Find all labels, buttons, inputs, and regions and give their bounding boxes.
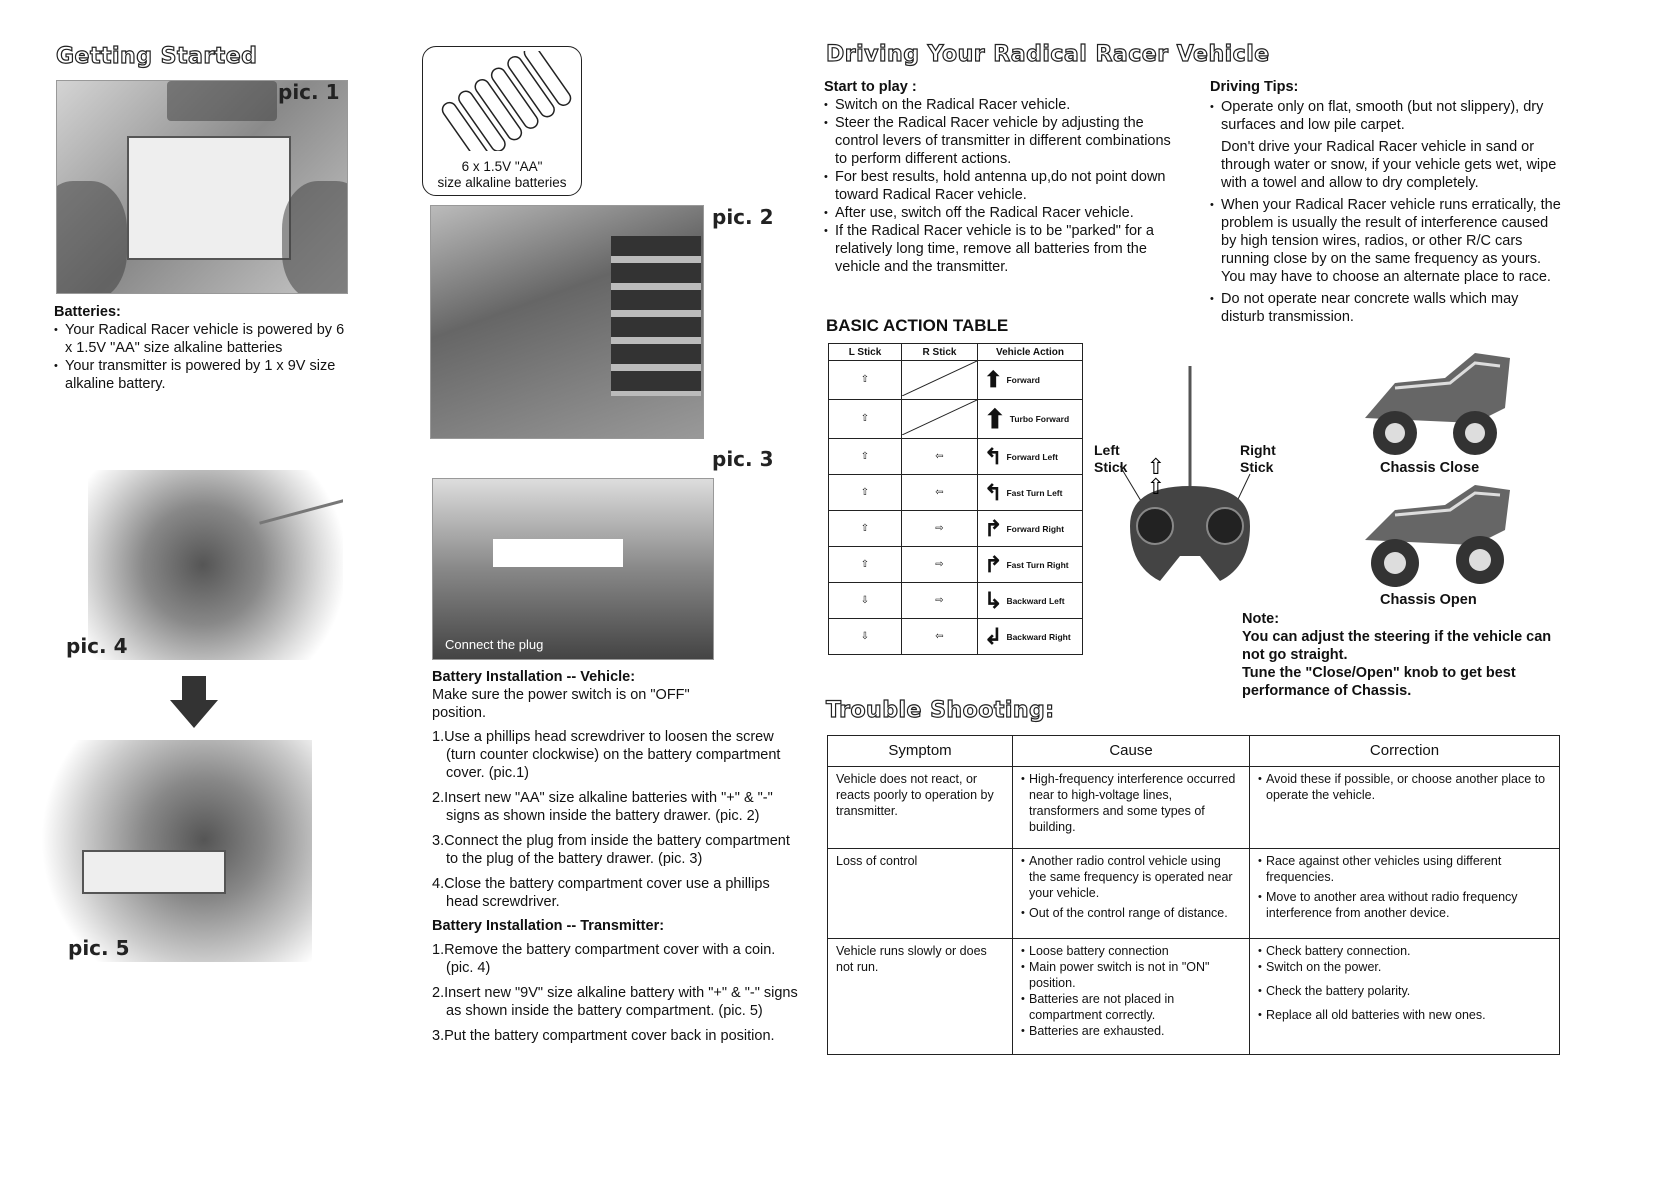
left-stick-label: Left Stick: [1094, 442, 1128, 475]
lstick-down-arrow-icon: ⇩: [829, 583, 902, 619]
action-header-rstick: R Stick: [902, 344, 978, 361]
lstick-up-arrow-icon: ⇧: [829, 439, 902, 475]
symptom-cell: Vehicle runs slowly or does not run.: [828, 939, 1013, 1055]
svg-text:⇧: ⇧: [1146, 455, 1166, 480]
install-transmitter-step: 3.Put the battery compartment cover back in position.: [432, 1028, 775, 1044]
pic2-label: pic. 2: [712, 205, 774, 229]
pic3-caption: Connect the plug: [445, 637, 544, 652]
batteries-title: Batteries:: [54, 304, 121, 320]
install-vehicle-intro: Make sure the power switch is on "OFF" position.: [432, 687, 690, 721]
install-vehicle-step: 3.Connect the plug from inside the battery compartment to the plug of the battery drawer. (pic. 3): [432, 833, 790, 867]
pic5-label: pic. 5: [68, 936, 130, 960]
action-row: [829, 361, 1083, 400]
batteries-section: [54, 303, 354, 393]
vehicle-action-label: Fast Turn Right: [1006, 559, 1069, 570]
rstick-right-arrow-icon: ⇨: [902, 547, 978, 583]
lstick-up-arrow-icon: ⇧: [829, 475, 902, 511]
chassis-open-car-icon: [1355, 475, 1520, 595]
action-header-vehicle: Vehicle Action: [978, 344, 1083, 361]
trouble-shooting-table: [827, 735, 1560, 1055]
vehicle-action-label: Forward Left: [1006, 451, 1058, 462]
action-row: [829, 511, 1083, 547]
note-section: [1242, 610, 1552, 700]
install-vehicle-step: 2.Insert new "AA" size alkaline batteries with "+" & "-" signs as shown inside the battery drawer. (pic. 2): [432, 790, 773, 824]
batteries-item: • Your Radical Racer vehicle is powered by 6 x 1.5V "AA" size alkaline batteries: [54, 321, 354, 357]
tips-item: • Do not operate near concrete walls which may disturb transmission.: [1210, 290, 1565, 326]
basic-action-table: [828, 343, 1083, 655]
pic3-photo: [432, 478, 714, 660]
svg-text:⇧: ⇧: [1146, 475, 1166, 500]
action-row: [829, 547, 1083, 583]
action-row: [829, 400, 1083, 439]
driving-heading: Driving Your Radical Racer Vehicle: [826, 42, 1270, 67]
turn-left-icon: ↰: [984, 443, 1003, 469]
tips-item: • Operate only on flat, smooth (but not slippery), dry surfaces and low pile carpet. Don't drive your Radical Racer vehicle in sand or through water or snow, if your vehicle gets wet, wipe with a towel and allow to dry completely.: [1210, 98, 1565, 192]
start-to-play-section: [824, 78, 1184, 276]
vehicle-action-label: Forward: [1006, 375, 1040, 385]
install-vehicle-section: [432, 668, 802, 1052]
trouble-header-correction: Correction: [1250, 736, 1560, 767]
start-item: • If the Radical Racer vehicle is to be "parked" for a relatively long time, remove all batteries from the vehicle and the transmitter.: [824, 222, 1184, 276]
trouble-row: [828, 939, 1560, 1055]
start-item: • Steer the Radical Racer vehicle by adjusting the control levers of transmitter in different combinations to perform different actions.: [824, 114, 1184, 168]
callout-line1: 6 x 1.5V "AA": [461, 159, 543, 174]
start-item: • Switch on the Radical Racer vehicle.: [824, 96, 1184, 114]
right-stick-label: Right Stick: [1240, 442, 1276, 475]
turn-right-icon: ↱: [984, 515, 1003, 541]
pic5-photo: [42, 740, 312, 962]
battery-callout: [422, 46, 582, 196]
batteries-item: • Your transmitter is powered by 1 x 9V size alkaline battery.: [54, 357, 354, 393]
action-row: [829, 475, 1083, 511]
rstick-left-arrow-icon: ⇦: [902, 619, 978, 655]
symptom-cell: Loss of control: [828, 849, 1013, 939]
cause-cell: • Another radio control vehicle using the same frequency is operated near your vehicle. • Out of the control range of distance.: [1013, 849, 1250, 939]
rstick-right-arrow-icon: ⇨: [902, 583, 978, 619]
forward-arrow-icon: ⬆: [984, 367, 1003, 392]
action-row: [829, 439, 1083, 475]
install-vehicle-step: 1.Use a phillips head screwdriver to loosen the screw (turn counter clockwise) on the battery compartment cover. (pic.1): [432, 729, 781, 781]
lstick-up-arrow-icon: ⇧: [829, 511, 902, 547]
chassis-close-label: Chassis Close: [1380, 460, 1480, 476]
vehicle-action-label: Forward Right: [1006, 523, 1065, 534]
install-transmitter-step: 1.Remove the battery compartment cover with a coin. (pic. 4): [432, 942, 776, 976]
action-header-lstick: L Stick: [829, 344, 902, 361]
trouble-header-cause: Cause: [1013, 736, 1250, 767]
correction-cell: • Avoid these if possible, or choose another place to operate the vehicle.: [1250, 767, 1560, 849]
note-line: You can adjust the steering if the vehicle can not go straight.: [1242, 629, 1552, 663]
pic4-label: pic. 4: [66, 634, 128, 658]
getting-started-heading: Getting Started: [56, 44, 258, 69]
lstick-up-arrow-icon: ⇧: [829, 547, 902, 583]
transmitter-icon: [1110, 366, 1270, 596]
trouble-row: [828, 849, 1560, 939]
vehicle-action-label: Backward Left: [1006, 595, 1065, 606]
fast-turn-left-icon: ↰: [984, 479, 1003, 505]
pic3-label: pic. 3: [712, 447, 774, 471]
rstick-left-arrow-icon: ⇦: [902, 439, 978, 475]
tips-title: Driving Tips:: [1210, 79, 1299, 95]
backward-left-icon: ↳: [984, 587, 1003, 613]
aa-batteries-icon: [427, 51, 577, 151]
down-arrow-icon: [170, 676, 218, 728]
lstick-up-arrow-icon: ⇧: [829, 400, 902, 439]
install-vehicle-step: 4.Close the battery compartment cover use a phillips head screwdriver.: [432, 876, 770, 910]
correction-cell: • Race against other vehicles using different frequencies. • Move to another area without radio frequency interference from another device.: [1250, 849, 1560, 939]
action-table-title: BASIC ACTION TABLE: [826, 316, 1009, 335]
start-title: Start to play :: [824, 79, 917, 95]
turbo-forward-arrow-icon: ⬆: [984, 403, 1006, 434]
rstick-empty: [902, 400, 978, 439]
trouble-row: [828, 767, 1560, 849]
trouble-shooting-heading: Trouble Shooting:: [826, 698, 1055, 723]
pic1-label: pic. 1: [278, 80, 340, 104]
backward-right-icon: ↲: [984, 623, 1003, 649]
trouble-header-symptom: Symptom: [828, 736, 1013, 767]
note-title: Note:: [1242, 611, 1280, 627]
fast-turn-right-icon: ↱: [984, 551, 1003, 577]
pic4-photo: [88, 470, 343, 660]
chassis-close-car-icon: [1355, 338, 1520, 463]
install-transmitter-step: 2.Insert new "9V" size alkaline battery with "+" & "-" signs as shown inside the battery compartment. (pic. 5): [432, 985, 798, 1019]
vehicle-action-label: Backward Right: [1006, 631, 1071, 642]
install-transmitter-title: Battery Installation -- Transmitter:: [432, 918, 665, 934]
install-vehicle-title: Battery Installation -- Vehicle:: [432, 669, 636, 685]
tips-item-detail: Don't drive your Radical Racer vehicle in sand or through water or snow, if your vehicle gets wet, wipe with a towel and allow to dry completely.: [1221, 139, 1557, 191]
tips-item: • When your Radical Racer vehicle runs erratically, the problem is usually the result of interference caused by high tension wires, radios, or other R/C cars running close by on the same frequency as yours. You may have to choose an alternate place to race.: [1210, 196, 1565, 286]
callout-line2: size alkaline batteries: [437, 175, 567, 190]
action-row: [829, 583, 1083, 619]
lstick-up-arrow-icon: ⇧: [829, 361, 902, 400]
rstick-empty: [902, 361, 978, 400]
rstick-right-arrow-icon: ⇨: [902, 511, 978, 547]
cause-cell: • High-frequency interference occurred near to high-voltage lines, transformers and some types of building.: [1013, 767, 1250, 849]
driving-tips-section: [1210, 78, 1565, 326]
note-line: Tune the "Close/Open" knob to get best performance of Chassis.: [1242, 665, 1516, 699]
vehicle-action-label: Turbo Forward: [1009, 414, 1070, 424]
chassis-open-label: Chassis Open: [1380, 592, 1477, 608]
cause-cell: • Loose battery connection • Main power switch is not in "ON" position. • Batteries are not placed in compartment correctly. • Batteries are exhausted.: [1013, 939, 1250, 1055]
vehicle-action-label: Fast Turn Left: [1006, 487, 1063, 498]
rstick-left-arrow-icon: ⇦: [902, 475, 978, 511]
correction-cell: • Check battery connection. • Switch on the power. • Check the battery polarity. • Replace all old batteries with new ones.: [1250, 939, 1560, 1055]
start-item: • After use, switch off the Radical Racer vehicle.: [824, 204, 1184, 222]
symptom-cell: Vehicle does not react, or reacts poorly to operation by transmitter.: [828, 767, 1013, 849]
lstick-down-arrow-icon: ⇩: [829, 619, 902, 655]
pic2-photo: [430, 205, 704, 439]
start-item: • For best results, hold antenna up,do not point down toward Radical Racer vehicle.: [824, 168, 1184, 204]
action-row: [829, 619, 1083, 655]
pic1-photo: [56, 80, 348, 294]
